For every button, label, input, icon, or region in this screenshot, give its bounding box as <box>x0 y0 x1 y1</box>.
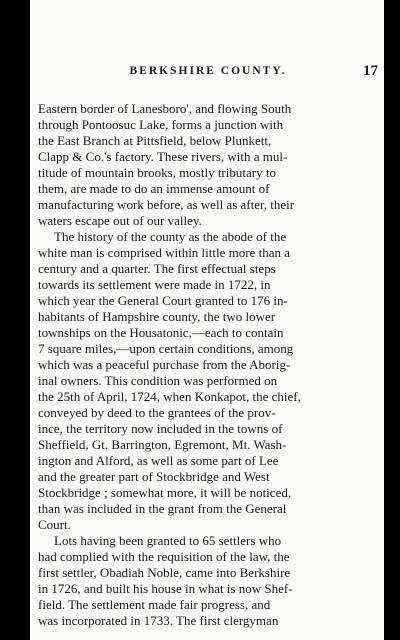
text-line: ince, the territory now included in the towns of <box>38 421 283 436</box>
text-line: century and a quarter. The first effectual steps <box>38 261 276 276</box>
text-line: had complied with the requisition of the law, the <box>38 549 290 564</box>
text-line: field. The settlement made fair progress, and <box>38 597 271 612</box>
text-line: Eastern border of Lanesboro', and flowing South <box>38 101 292 116</box>
page-number: 17 <box>363 63 378 79</box>
text-line: was incorporated in 1733. The first clergyman <box>38 613 279 628</box>
book-binding-shadow-left <box>0 0 30 640</box>
text-line: waters escape out of our valley. <box>38 213 202 228</box>
text-line: which year the General Court granted to 176 in- <box>38 293 288 308</box>
text-line: Lots having been granted to 65 settlers who <box>54 533 282 548</box>
text-line: than was included in the grant from the General <box>38 501 287 516</box>
text-line: which was a peaceful purchase from the Aborig- <box>38 357 291 372</box>
text-line: the 25th of April, 1724, when Konkapot, the chief, <box>38 389 301 404</box>
text-line: in 1726, and built his house in what is now Shef- <box>38 581 293 596</box>
running-head <box>88 63 378 81</box>
text-line: the East Branch at Pittsfield, below Plunkett, <box>38 133 272 148</box>
text-line: towards its settlement were made in 1722, in <box>38 277 271 292</box>
text-line: first settler, Obadiah Noble, came into Berkshire <box>38 565 291 580</box>
text-line: Stockbridge ; somewhat more, it will be noticed, <box>38 485 292 500</box>
text-line: them, are made to do an immense amount of <box>38 181 270 196</box>
text-line: inal owners. This condition was performed on <box>38 373 278 388</box>
text-line: ington and Alford, as well as some part of Lee <box>38 453 279 468</box>
text-line: manufacturing work before, as well as after, their <box>38 197 295 212</box>
running-title: BERKSHIRE COUNTY. <box>129 65 287 77</box>
book-binding-shadow-right <box>384 0 400 640</box>
text-line: conveyed by deed to the grantees of the prov- <box>38 405 276 420</box>
text-line: Sheffield, Gt. Barrington, Egremont, Mt. Wash- <box>38 437 287 452</box>
text-line: through Pontoosuc Lake, forms a junction with <box>38 117 284 132</box>
text-line: Court. <box>38 517 71 532</box>
text-line: habitants of Hampshire county, the two lower <box>38 309 276 324</box>
text-line: The history of the county as the abode of the <box>54 229 287 244</box>
text-line: titude of mountain brooks, mostly tributary to <box>38 165 276 180</box>
text-line: 7 square miles,—upon certain conditions, among <box>38 341 294 356</box>
text-line: white man is comprised within little more than a <box>38 245 291 260</box>
text-line: and the greater part of Stockbridge and West <box>38 469 270 484</box>
book-page <box>30 0 384 640</box>
text-line: townships on the Housatonic,—each to contain <box>38 325 284 340</box>
text-line: Clapp & Co.'s factory. These rivers, with a mul- <box>38 149 288 164</box>
